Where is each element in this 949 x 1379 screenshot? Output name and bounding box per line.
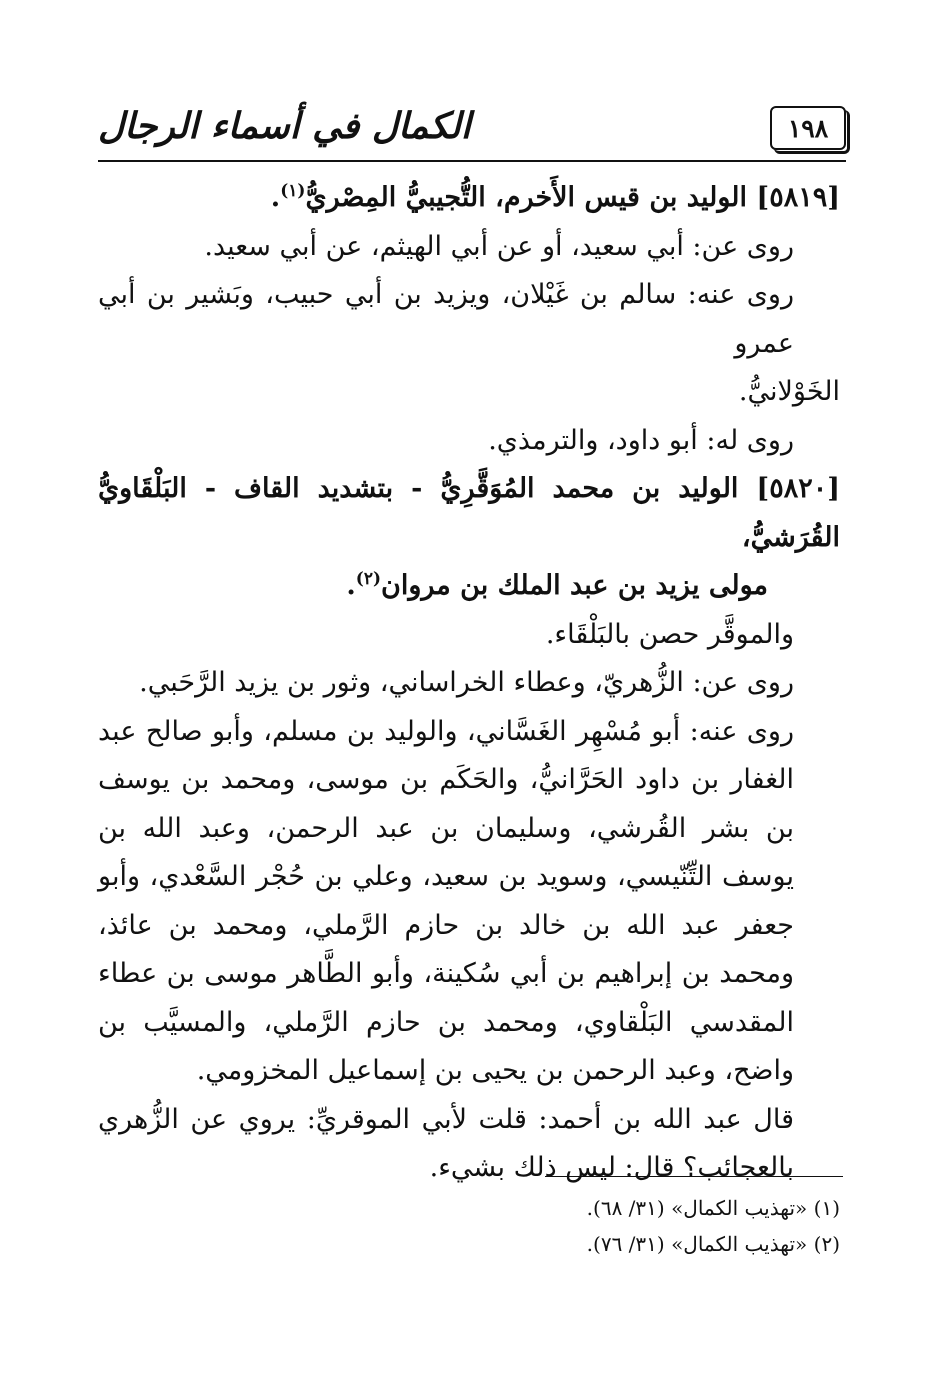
entry-title: الوليد بن قيس الأَخرم، التُّجيبيُّ المِصْريُّ <box>305 182 748 213</box>
narration-line: الخَوْلانيُّ. <box>738 376 840 407</box>
entry-title-continuation <box>98 562 840 611</box>
footnote-ref: (٢) <box>355 569 382 589</box>
narration-paragraph: قال عبد الله بن أحمد: قلت لأبي الموقريِّ: يروي عن الزُّهري بالعجائب؟ قال: ليس ذلك بشيء. <box>98 1103 794 1183</box>
running-header <box>98 92 846 164</box>
narration-paragraph: روى عنه: أبو مُسْهِر الغَسَّاني، والوليد بن مسلم، وأبو صالح عبد الغفار بن داود الحَرَّانيُّ، والحَكَم بن موسى، ومحمد بن يوسف بن بشر القُرشي، وسليمان بن عبد الرحمن، وعبد الله بن يوسف التِّنّيسي، وسويد بن سعيد، وعلي بن حُجْر السَّعْدي، وأبو جعفر عبد الله بن خالد بن حازم الرَّملي، ومحمد بن عائذ، ومحمد بن إبراهيم بن أبي سُكينة، وأبو الطَّاهر موسى بن عطاء المقدسي البَلْقاوي، ومحمد بن حازم الرَّملي، والمسيَّب بن واضح، وعبد الرحمن بن يحيى بن إسماعيل المخزومي. <box>98 715 794 1086</box>
footnote: (٢) «تهذيب الكمال» (٣١/ ٧٦). <box>586 1232 840 1256</box>
narration-line: روى عن: أبي سعيد، أو عن أبي الهيثم، عن أبي سعيد. <box>204 230 794 262</box>
narration-line: والموقَّر حصن بالبَلْقَاء. <box>545 618 794 650</box>
footnotes <box>98 1190 840 1262</box>
entry-heading <box>98 174 840 223</box>
page-number-box <box>770 106 846 150</box>
narration-line: روى عنه: سالم بن غَيْلان، ويزيد بن أبي حبيب، وبَشير بن أبي عمرو <box>98 279 794 359</box>
entry-title-cont: مولى يزيد بن عبد الملك بن مروان <box>381 570 768 601</box>
entry-title: الوليد بن محمد المُوَقَّرِيُّ - بتشديد القاف - البَلْقَاويُّ القُرَشيُّ، <box>98 473 840 553</box>
page-number: ١٩٨ <box>787 113 829 143</box>
footnote-ref: (١) <box>280 181 306 201</box>
footnote-separator <box>545 1176 843 1177</box>
entry-number: [٥٨٢٠] <box>756 473 840 504</box>
entry-number: [٥٨١٩] <box>756 182 840 213</box>
entry-heading <box>98 465 840 562</box>
footnote: (١) «تهذيب الكمال» (٣١/ ٦٨). <box>586 1196 840 1220</box>
header-rule <box>98 160 846 162</box>
narration-line: روى له: أبو داود، والترمذي. <box>488 424 794 456</box>
narration-line: روى عن: الزُّهريّ، وعطاء الخراساني، وثور بن يزيد الرَّحَبي. <box>139 667 794 698</box>
entry-title-end: . <box>346 570 356 601</box>
book-title-calligraphy: الكمال في أسماء الرجال <box>98 105 471 147</box>
main-text <box>98 174 840 1193</box>
entry-title-end: . <box>270 182 281 213</box>
